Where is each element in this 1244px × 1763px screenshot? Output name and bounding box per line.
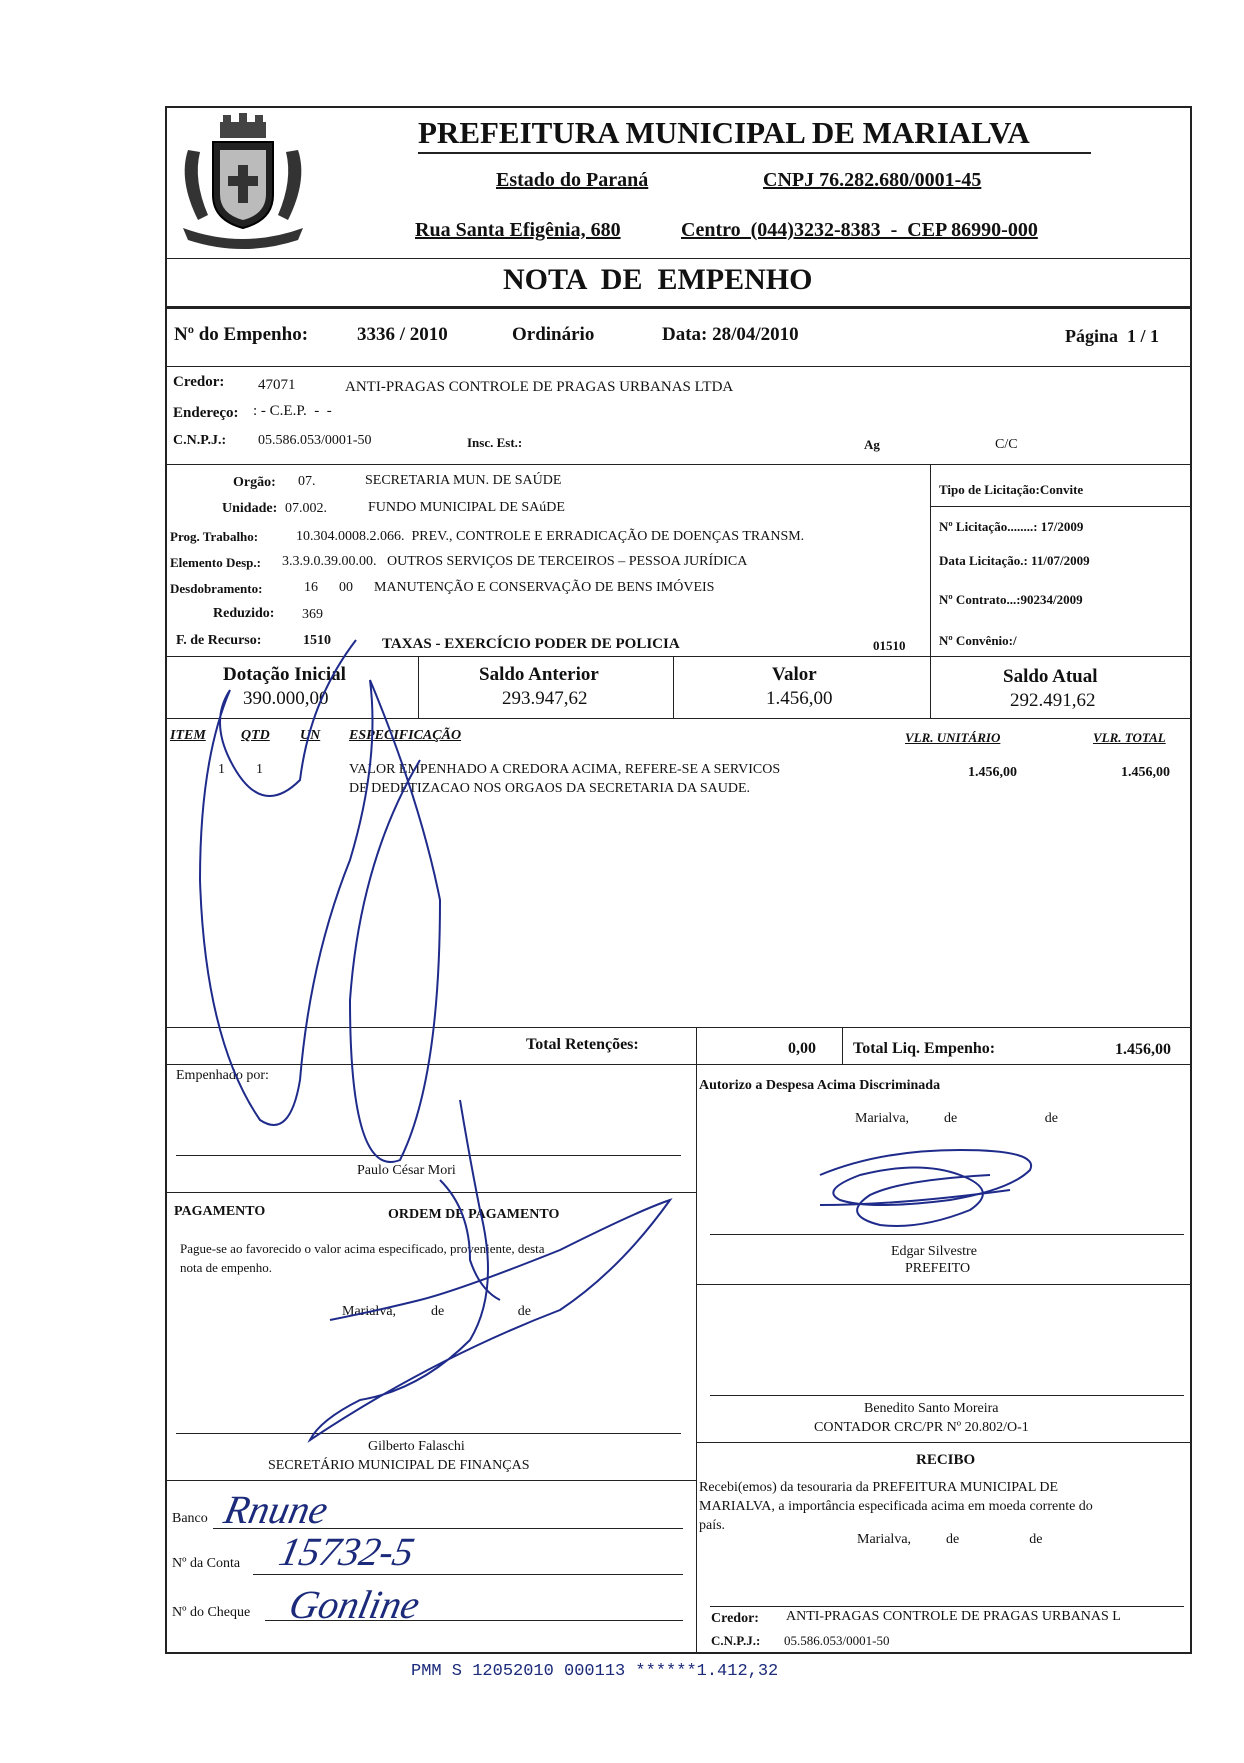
divider — [930, 656, 931, 718]
licitacao-numero: Nº Licitação........: 17/2009 — [939, 519, 1084, 534]
dotacao-label: Dotação Inicial — [223, 664, 346, 685]
item-desc-line1: VALOR EMPENHADO A CREDORA ACIMA, REFERE-SE A SERVICOS — [349, 762, 781, 777]
recurso-code2: 01510 — [873, 638, 906, 653]
signature-line — [176, 1155, 681, 1156]
empenho-date: Data: 28/04/2010 — [662, 324, 799, 345]
ag-label: Ag — [864, 437, 880, 452]
field-line — [253, 1574, 683, 1575]
item-number: 1 — [218, 762, 225, 777]
recibo-cnpj: 05.586.053/0001-50 — [784, 1633, 890, 1648]
recibo-text2: MARIALVA, a importância especificada acima em moeda corrente do — [699, 1499, 1093, 1514]
divider — [696, 1284, 1192, 1285]
header-state: Estado do Paraná — [496, 169, 649, 191]
divider — [165, 258, 1192, 259]
divider — [165, 656, 1192, 657]
valor-value: 1.456,00 — [766, 688, 833, 709]
total-liq-value: 1.456,00 — [1115, 1041, 1171, 1058]
banco-handwritten: Rnune — [220, 1487, 333, 1532]
banco-label: Banco — [172, 1511, 208, 1526]
elemento-label: Elemento Desp.: — [170, 555, 261, 570]
recibo-title: RECIBO — [916, 1452, 976, 1468]
recibo-date-line: Marialva, de de — [857, 1532, 1043, 1547]
item-qtd: 1 — [256, 762, 263, 777]
desdobramento-label: Desdobramento: — [170, 581, 263, 596]
divider — [165, 306, 1192, 309]
divider — [696, 1442, 1192, 1443]
licitacao-convenio: Nº Convênio:/ — [939, 633, 1017, 648]
dotacao-value: 390.000,00 — [243, 688, 329, 709]
col-especificacao: ESPECIFICAÇÃO — [349, 728, 462, 743]
unidade-label: Unidade: — [222, 501, 278, 516]
pague-se-text1: Pague-se ao favorecido o valor acima especificado, proveniente, desta — [180, 1241, 545, 1256]
conta-label: Nº da Conta — [172, 1556, 241, 1571]
header-contact: Centro (044)3232-8383 - CEP 86990-000 — [681, 219, 1038, 241]
orgao-label: Orgão: — [233, 475, 276, 490]
divider — [930, 464, 931, 656]
cnpj-label: C.N.P.J.: — [173, 433, 227, 448]
divider — [165, 464, 1192, 465]
prefeitura-title: PREFEITURA MUNICIPAL DE MARIALVA — [418, 115, 1030, 150]
divider — [696, 1027, 697, 1064]
empenho-type: Ordinário — [512, 324, 595, 345]
total-retencoes-value: 0,00 — [788, 1040, 816, 1057]
credor-label: Credor: — [173, 374, 225, 390]
divider — [165, 1064, 1192, 1065]
header-address: Rua Santa Efigênia, 680 — [415, 219, 621, 241]
unidade-code: 07.002. — [285, 501, 327, 516]
col-vlr-total: VLR. TOTAL — [1093, 730, 1166, 745]
pagamento-date-line: Marialva, de de — [342, 1304, 531, 1319]
total-liq-label: Total Liq. Empenho: — [853, 1040, 996, 1057]
saldo-anterior-label: Saldo Anterior — [479, 664, 599, 685]
col-vlr-unitario: VLR. UNITÁRIO — [905, 730, 1001, 745]
recibo-text3: país. — [699, 1518, 726, 1533]
signature-line — [176, 1433, 681, 1434]
divider — [842, 1027, 843, 1064]
insc-label: Insc. Est.: — [467, 435, 523, 450]
empenhado-por-label: Empenhado por: — [176, 1068, 269, 1083]
prog-value: 10.304.0008.2.066. PREV., CONTROLE E ERRADICAÇÃO DE DOENÇAS TRANSM. — [296, 529, 805, 544]
licitacao-tipo: Tipo de Licitação:Convite — [939, 482, 1084, 497]
recurso-name: TAXAS - EXERCÍCIO PODER DE POLICIA — [382, 636, 680, 652]
reduzido-label: Reduzido: — [213, 606, 275, 621]
signature-line — [710, 1395, 1184, 1396]
secretario-title: SECRETÁRIO MUNICIPAL DE FINANÇAS — [268, 1458, 530, 1473]
orgao-code: 07. — [298, 474, 316, 489]
ordem-pagamento-label: ORDEM DE PAGAMENTO — [388, 1207, 560, 1222]
recibo-credor-name: ANTI-PRAGAS CONTROLE DE PRAGAS URBANAS L — [786, 1609, 1121, 1624]
recurso-label: F. de Recurso: — [176, 633, 262, 648]
saldo-anterior-value: 293.947,62 — [502, 688, 588, 709]
divider — [418, 656, 419, 718]
autorizo-label: Autorizo a Despesa Acima Discriminada — [699, 1078, 941, 1093]
page-number: Página 1 / 1 — [1065, 326, 1160, 346]
divider — [673, 656, 674, 718]
col-item: ITEM — [170, 728, 206, 743]
signature-line — [710, 1606, 1184, 1607]
recurso-code: 1510 — [303, 633, 331, 648]
saldo-atual-value: 292.491,62 — [1010, 690, 1096, 711]
conta-handwritten: 15732-5 — [275, 1529, 419, 1574]
saldo-atual-label: Saldo Atual — [1003, 666, 1098, 687]
credor-name: ANTI-PRAGAS CONTROLE DE PRAGAS URBANAS LTDA — [345, 379, 734, 395]
municipal-crest-logo — [168, 110, 318, 250]
cc-label: C/C — [995, 437, 1018, 452]
recibo-cnpj-label: C.N.P.J.: — [711, 1633, 761, 1648]
credor-code: 47071 — [258, 377, 296, 393]
contador-title: CONTADOR CRC/PR Nº 20.802/O-1 — [814, 1420, 1029, 1435]
credor-cnpj: 05.586.053/0001-50 — [258, 433, 372, 448]
unidade-name: FUNDO MUNICIPAL DE SAúDE — [368, 500, 565, 515]
divider — [165, 718, 1192, 719]
cheque-label: Nº do Cheque — [172, 1605, 251, 1620]
reduzido-value: 369 — [302, 607, 323, 622]
item-unit-value: 1.456,00 — [968, 765, 1017, 780]
pague-se-text2: nota de empenho. — [180, 1260, 273, 1275]
empenhado-name: Paulo César Mori — [357, 1163, 456, 1178]
autorizo-date-line: Marialva, de de — [855, 1111, 1058, 1126]
divider — [696, 1064, 697, 1654]
valor-label: Valor — [772, 664, 817, 685]
prefeito-name: Edgar Silvestre — [891, 1244, 977, 1259]
divider — [930, 506, 1192, 507]
item-desc-line2: DE DEDETIZACAO NOS ORGAOS DA SECRETARIA DA SAUDE. — [349, 781, 751, 796]
recibo-text1: Recebi(emos) da tesouraria da PREFEITURA MUNICIPAL DE — [699, 1480, 1059, 1495]
secretario-name: Gilberto Falaschi — [368, 1439, 465, 1454]
address-label: Endereço: — [173, 405, 239, 421]
prog-label: Prog. Trabalho: — [170, 529, 259, 544]
divider — [165, 366, 1192, 367]
empenho-number-label: Nº do Empenho: — [174, 324, 309, 345]
licitacao-contrato: Nº Contrato...:90234/2009 — [939, 592, 1083, 607]
divider — [165, 1480, 696, 1481]
item-total-value: 1.456,00 — [1121, 765, 1170, 780]
pagamento-label: PAGAMENTO — [174, 1204, 266, 1219]
title-underline — [418, 152, 1091, 154]
authentication-stamp: PMM S 12052010 000113 ******1.412,32 — [411, 1662, 779, 1681]
elemento-value: 3.3.9.0.39.00.00. OUTROS SERVIÇOS DE TERCEIROS – PESSOA JURÍDICA — [282, 554, 748, 569]
recibo-credor-label: Credor: — [711, 1611, 759, 1626]
orgao-name: SECRETARIA MUN. DE SAÚDE — [365, 473, 562, 488]
cheque-handwritten: Gonline — [285, 1582, 424, 1627]
total-retencoes-label: Total Retenções: — [526, 1036, 639, 1053]
divider — [165, 1192, 696, 1193]
header-cnpj: CNPJ 76.282.680/0001-45 — [763, 169, 982, 191]
signature-line — [710, 1234, 1184, 1235]
empenho-number: 3336 / 2010 — [357, 324, 448, 345]
desdobramento-value: 16 00 MANUTENÇÃO E CONSERVAÇÃO DE BENS IMÓVEIS — [304, 580, 715, 595]
address-value: : - C.E.P. - - — [253, 403, 332, 419]
doc-title: NOTA DE EMPENHO — [503, 263, 813, 296]
col-un: UN — [300, 728, 321, 743]
contador-name: Benedito Santo Moreira — [864, 1401, 999, 1416]
prefeito-title: PREFEITO — [905, 1261, 971, 1276]
licitacao-data: Data Licitação.: 11/07/2009 — [939, 553, 1090, 568]
col-qtd: QTD — [241, 728, 270, 743]
divider — [165, 1027, 1192, 1028]
